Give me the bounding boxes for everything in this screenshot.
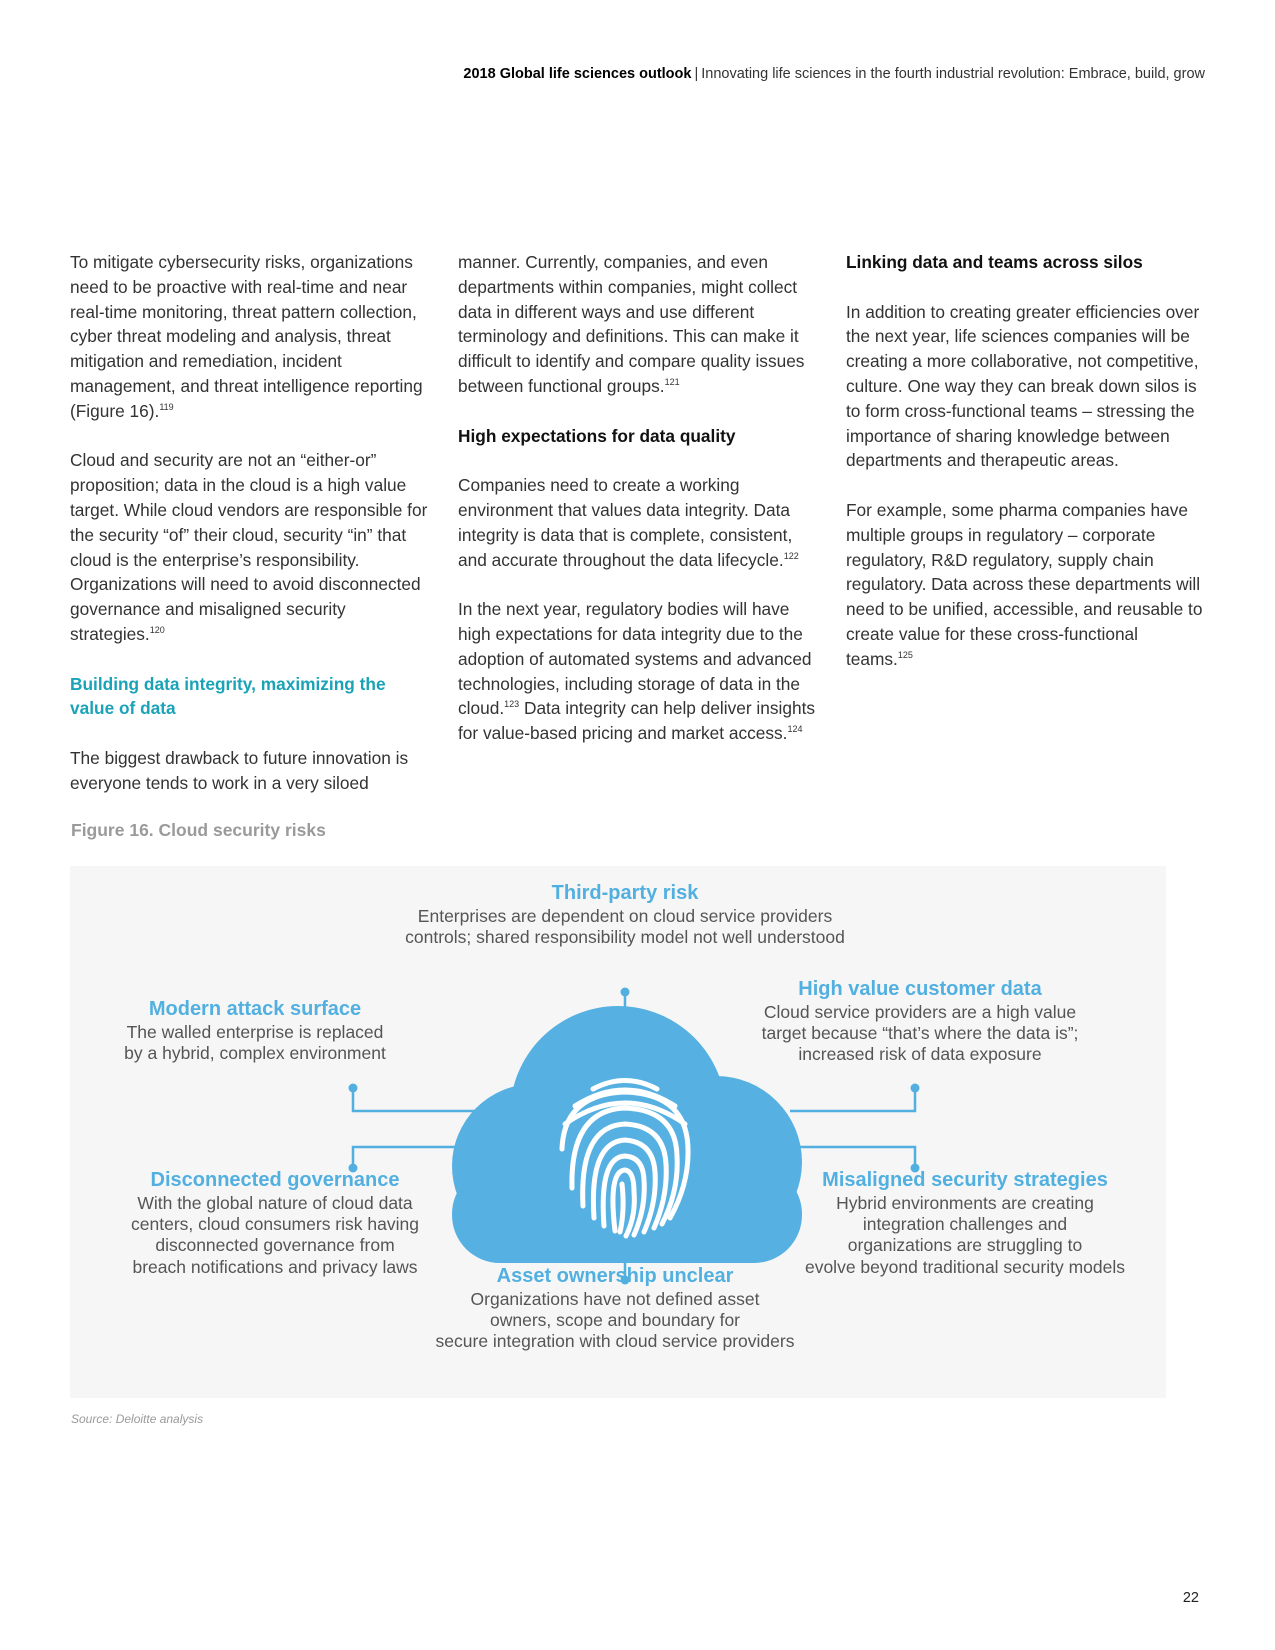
risk-third-party: [325, 880, 925, 948]
risk-description-line: integration challenges and: [862, 1214, 1068, 1235]
risk-misaligned-strategies: [775, 1167, 1155, 1278]
paragraph: [846, 498, 1206, 672]
page-number: 22: [1182, 1590, 1199, 1606]
risk-modern-attack-surface: [95, 996, 415, 1064]
connector-line: [800, 1147, 915, 1168]
footnote-ref: 121: [664, 377, 680, 388]
risk-description-line: Enterprises are dependent on cloud service providers: [417, 906, 833, 926]
text-column-1: [70, 250, 430, 820]
risk-title: High value customer data: [798, 978, 1042, 1000]
risk-description-line: secure integration with cloud service providers: [435, 1331, 795, 1352]
risk-disconnected-governance: [85, 1167, 465, 1278]
figure-panel: [70, 866, 1166, 1398]
paragraph-text: Companies need to create a working environment that values data integrity. Data integrity is data that is complete, consistent, and accurate throughout the data lifecycle.: [458, 475, 793, 570]
footnote-ref: 125: [897, 649, 913, 660]
paragraph: [70, 448, 430, 646]
risk-title: Asset ownership unclear: [496, 1265, 734, 1287]
footnote-ref: 122: [783, 550, 799, 561]
paragraph-text: For example, some pharma companies have multiple groups in regulatory – corporate regulatory, R&D regulatory, supply chain regulatory. Data across these departments will need to be unified, accessible, and reusable to create value for these cross-functional teams.: [846, 499, 1203, 669]
paragraph: [458, 473, 818, 572]
footnote-ref: 123: [504, 699, 520, 710]
paragraph: [846, 300, 1206, 474]
risk-description-line: With the global nature of cloud data: [137, 1193, 413, 1213]
report-subtitle: Innovating life sciences in the fourth industrial revolution: Embrace, build, grow: [701, 66, 1205, 82]
connector-dot: [621, 988, 630, 997]
footnote-ref: 120: [149, 625, 165, 636]
text-column-3: [846, 250, 1206, 696]
risk-description-line: The walled enterprise is replaced: [126, 1022, 384, 1042]
figure-source: Source: Deloitte analysis: [71, 1412, 204, 1426]
risk-asset-ownership: [385, 1263, 845, 1353]
section-heading: Linking data and teams across silos: [846, 252, 1143, 272]
paragraph-text: In the next year, regulatory bodies will have high expectations for data integrity due to the adoption of automated systems and advanced technologies, including storage of data in the cloud.: [458, 599, 812, 719]
text-column-2: [458, 250, 818, 771]
paragraph: [458, 250, 818, 399]
risk-description-line: centers, cloud consumers risk having: [131, 1214, 419, 1235]
paragraph-text: Cloud and security are not an “either-or” proposition; data in the cloud is a high value target. While cloud vendors are responsible for the security “of” their cloud, security “in” that cloud is the enterprise’s responsibility. Organizations will need to avoid disconnected governance and misaligned security strategies.: [70, 450, 428, 644]
risk-title: Disconnected governance: [150, 1169, 400, 1191]
risk-description-line: by a hybrid, complex environment: [124, 1043, 386, 1064]
paragraph-text: In addition to creating greater efficiencies over the next year, life sciences companies will be creating a more collaborative, not competitive, culture. One way they can break down silos is to form cross-functional teams – stressing the importance of sharing knowledge between departments and therapeutic areas.: [846, 301, 1200, 471]
risk-description-line: disconnected governance from: [155, 1235, 395, 1256]
paragraph-text: The biggest drawback to future innovation is everyone tends to work in a very siloed: [70, 747, 409, 793]
connector-line: [353, 1088, 480, 1111]
header-separator: |: [694, 66, 699, 82]
section-heading: Building data integrity, maximizing the value of data: [70, 673, 386, 719]
connector-line: [353, 1147, 460, 1168]
risk-description-line: Hybrid environments are creating: [836, 1193, 1094, 1213]
risk-description-line: evolve beyond traditional security models: [804, 1256, 1126, 1277]
risk-description-line: controls; shared responsibility model not well understood: [405, 927, 845, 948]
risk-description-line: increased risk of data exposure: [798, 1044, 1042, 1065]
risk-description-line: Cloud service providers are a high value: [763, 1002, 1077, 1022]
risk-title: Modern attack surface: [148, 998, 362, 1020]
connector-line: [790, 1088, 915, 1111]
section-heading: High expectations for data quality: [458, 425, 736, 446]
risk-title: Third-party risk: [551, 882, 699, 904]
running-header: [463, 66, 1205, 82]
paragraph-text: manner. Currently, companies, and even departments within companies, might collect data in different ways and use different terminology and definitions. This can make it difficult to identify and compare quality issues between functional groups.: [458, 252, 805, 396]
footnote-ref: 124: [787, 724, 803, 735]
risk-description-line: target because “that’s where the data is”;: [761, 1023, 1079, 1044]
figure-title: Figure 16. Cloud security risks: [71, 820, 326, 840]
risk-description-line: owners, scope and boundary for: [489, 1310, 741, 1331]
paragraph: [70, 746, 430, 796]
paragraph-text: To mitigate cybersecurity risks, organizations need to be proactive with real-time and near real-time monitoring, threat pattern collection, cyber threat modeling and analysis, threat mitigation and remediation, incident management, and threat intelligence reporting (Figure 16).: [70, 252, 423, 421]
report-title: 2018 Global life sciences outlook: [463, 66, 692, 82]
risk-description-line: breach notifications and privacy laws: [132, 1256, 418, 1277]
paragraph: [70, 250, 430, 424]
paragraph-text: Data integrity can help deliver insights for value-based pricing and market access.: [458, 698, 816, 744]
connector-dot: [911, 1084, 920, 1093]
risk-high-value-data: [740, 976, 1100, 1066]
risk-description-line: organizations are struggling to: [847, 1235, 1083, 1256]
paragraph: [458, 597, 818, 746]
connector-dot: [349, 1084, 358, 1093]
risk-title: Misaligned security strategies: [822, 1169, 1108, 1191]
risk-description-line: Organizations have not defined asset: [470, 1289, 760, 1309]
footnote-ref: 119: [159, 402, 174, 413]
